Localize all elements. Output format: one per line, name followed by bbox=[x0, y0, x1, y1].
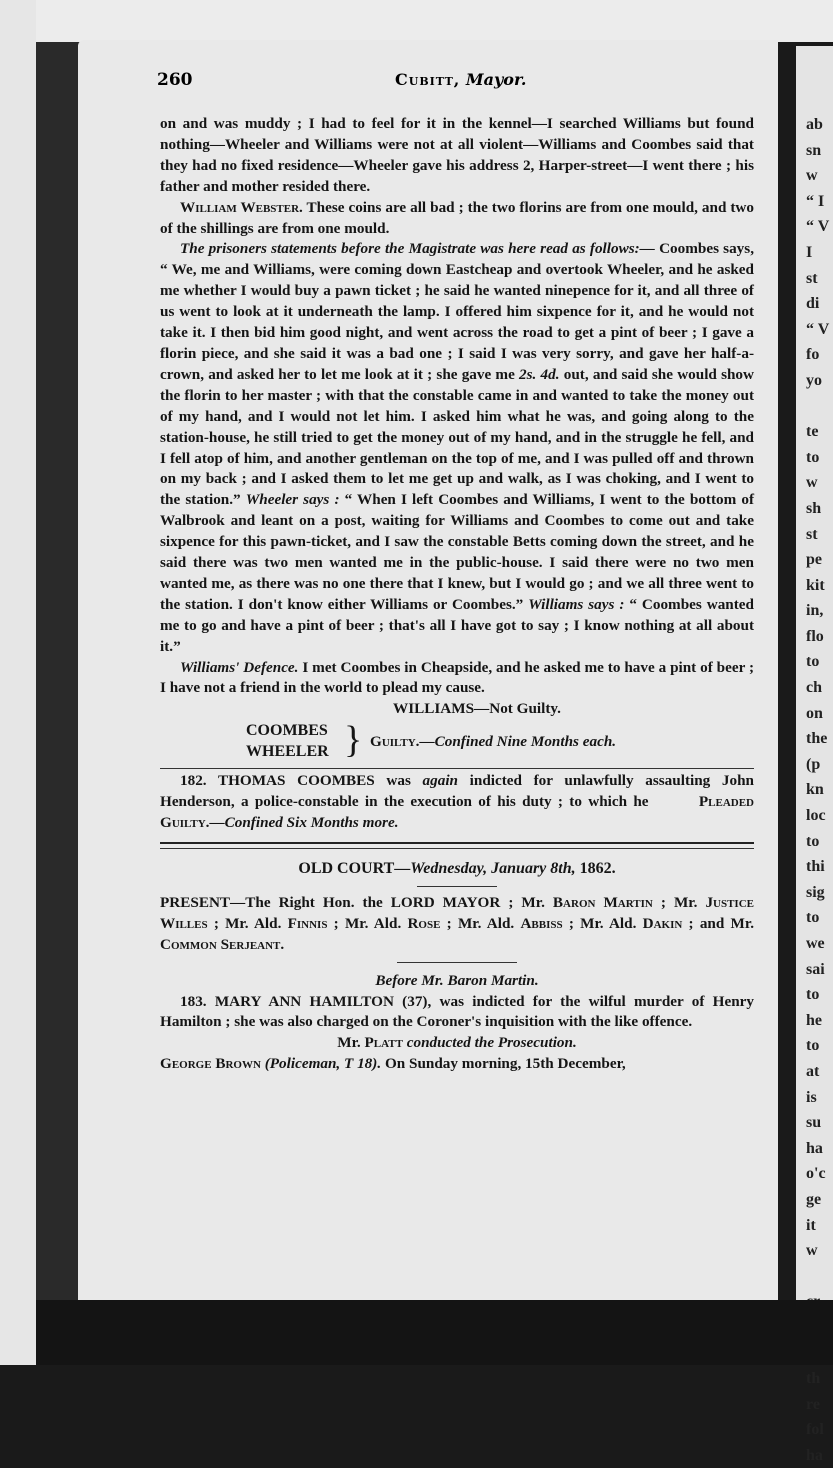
text: on and was muddy ; I had to feel for it in the kennel—I searched Williams but found nothing—Wheeler and Williams were not at all violent—Williams and Coombes said that they had no fixed residence—Wheeler gave his address 2, Harper-street—I went there ; his father and mother resided there. bbox=[160, 115, 754, 195]
paragraph-brown bbox=[160, 1054, 754, 1075]
paragraph-defence bbox=[160, 658, 754, 700]
text: . bbox=[280, 935, 285, 953]
running-title-name: Cubitt, bbox=[395, 70, 461, 89]
text: “ Coombes wanted me to go and have a pint of beer ; that's all I have got to say ; I know nothing at all about it.” bbox=[160, 595, 754, 655]
text: ; and Mr. bbox=[682, 914, 754, 932]
adjacent-page-fragment: ha bbox=[806, 1139, 823, 1157]
guilty: Guilty. bbox=[370, 733, 420, 751]
scan-bottom-margin bbox=[36, 1300, 833, 1365]
paragraph-testimony-end bbox=[160, 114, 754, 198]
adjacent-page-fragment: w bbox=[806, 167, 818, 185]
adjacent-page-fragment: st bbox=[806, 269, 818, 287]
before-judge: Before Mr. Baron Martin. bbox=[375, 971, 539, 989]
paragraph-statements bbox=[160, 239, 754, 657]
money: 2s. 4d. bbox=[519, 365, 560, 383]
adjacent-page-fragment bbox=[796, 394, 833, 420]
italic-note: The prisoners statements before the Magistrate was here read as follows:— bbox=[180, 240, 655, 258]
divider bbox=[160, 768, 754, 769]
text: indicted for unlawfully assaulting John Henderson, a police-constable in the execution of his duty ; to which he bbox=[160, 772, 754, 811]
italic-word: again bbox=[422, 772, 458, 790]
court-heading bbox=[160, 859, 754, 880]
text: “ When I left Coombes and Williams, I went to the bottom of Walbrook and leant on a post, waiting for Williams and Coombes to come out and take sixpence for this pawn-ticket, and I saw the constable Betts coming down the street, and he said there was two men wanted me in the public-house. I said there were no two men wanted me, as there was no one there that I knew, but I would go ; and we all three went to the station. I don't know either Williams or Coombes.” bbox=[160, 491, 755, 613]
italic-note: Williams' Defence. bbox=[180, 658, 299, 676]
adjacent-page-fragment: thi bbox=[806, 858, 825, 876]
verdict-name: WHEELER bbox=[246, 743, 329, 761]
adjacent-page-fragment: th bbox=[806, 1370, 821, 1388]
text: out, and said she would show the florin to her master ; with that the constable came in and wanted to take the money out of my hand, and I would not let him. I asked him what he was, and going along to the station-house, he still tried to get the money out of my hand, and in the struggle he fell, and I fell atop of him, and another gentleman on the top of me, and I was pulled off and thrown on my back ; and I asked them to let me get up and walk, as I was choking, and I went to the station.” bbox=[160, 365, 754, 509]
brace-icon: } bbox=[344, 719, 363, 762]
adjacent-page-fragment: flo bbox=[806, 627, 824, 645]
adjacent-page-fragment: “ V bbox=[806, 218, 830, 236]
adjacent-page-fragment: on bbox=[806, 704, 823, 722]
adjacent-page-fragment: sai bbox=[806, 960, 825, 978]
adjacent-page-fragment: re bbox=[806, 1395, 820, 1413]
adjacent-page-fragment: he bbox=[806, 1011, 822, 1029]
text: These coins are all bad ; the two florins are from one mould, and two of the shillings are from one mould. bbox=[160, 198, 754, 237]
court-year: 1862. bbox=[575, 860, 616, 877]
section-divider bbox=[160, 848, 754, 849]
text: I met Coombes in Cheapside, and he asked me to have a pint of beer ; I have not a friend in the world to plead my cause. bbox=[160, 658, 755, 697]
text: ; Mr. bbox=[652, 893, 706, 911]
adjacent-page-fragment: loc bbox=[806, 807, 826, 825]
adjacent-page-fragment: “ I bbox=[806, 192, 825, 210]
text: 183. MARY ANN HAMILTON (37), was indicted for the wilful murder of Henry Hamilton ; she was also charged on the Coroner's inquisition with the like offence. bbox=[160, 992, 754, 1031]
adjacent-page-fragment: sh bbox=[806, 499, 822, 517]
name: Finnis bbox=[287, 914, 328, 932]
page-body bbox=[160, 114, 754, 1075]
speaker: Wheeler says : bbox=[245, 491, 340, 509]
running-header bbox=[157, 70, 751, 96]
verdict-name: COOMBES bbox=[246, 722, 328, 740]
adjacent-page-fragment: su bbox=[806, 1114, 822, 1132]
adjacent-page-fragment: is bbox=[806, 1088, 817, 1106]
present-list bbox=[160, 893, 754, 956]
sentence: —Confined Six Months more. bbox=[209, 814, 399, 832]
adjacent-page-fragment: fo bbox=[806, 346, 820, 364]
adjacent-page-fragment: to bbox=[806, 909, 820, 927]
adjacent-page-fragment: “ V bbox=[806, 320, 830, 338]
name: Baron Martin bbox=[552, 893, 653, 911]
adjacent-page-fragment: o'c bbox=[806, 1165, 826, 1183]
name: Rose bbox=[407, 914, 441, 932]
text: ; Mr. Ald. bbox=[327, 914, 408, 932]
text: On Sunday morning, 15th December, bbox=[381, 1055, 626, 1073]
adjacent-page-fragment: ge bbox=[806, 1190, 822, 1208]
adjacent-page-fragment: kn bbox=[806, 781, 824, 799]
adjacent-page-fragment: at bbox=[806, 1062, 820, 1080]
short-divider bbox=[417, 886, 497, 887]
adjacent-page-fragment: ab bbox=[806, 116, 823, 133]
adjacent-page-fragment: fol bbox=[806, 1421, 824, 1439]
adjacent-page-fragment: to bbox=[806, 986, 820, 1004]
text: ; Mr. Ald. bbox=[440, 914, 521, 932]
williams-verdict: WILLIAMS—Not Guilty. bbox=[393, 700, 561, 718]
text: Coombes says, “ We, me and Williams, were coming down Eastcheap and overtook Wheeler, and he asked me whether I would buy a pawn ticket ; he said he wanted ninepence for it, and all three of us went to look at it underneath the lamp. I offered him sixpence for it, and he would not take it. I then bid him good night, and went across the road to get a pint of beer ; I gave a florin piece, and she said it was a bad one ; I said I was very sorry, and gave her half-a-crown, and asked her to let me look at it ; she gave me bbox=[160, 240, 754, 383]
speaker: Williams says : bbox=[528, 595, 625, 613]
adjacent-page-fragment: to bbox=[806, 448, 820, 466]
paragraph-webster bbox=[160, 198, 754, 240]
name: Common Serjeant bbox=[160, 935, 281, 953]
adjacent-page-fragment: kit bbox=[806, 576, 825, 594]
court-date: Wednesday, January 8th, bbox=[410, 860, 576, 877]
adjacent-page-fragment: to bbox=[806, 1037, 820, 1055]
adjacent-page-fragment bbox=[796, 1264, 833, 1290]
verdict-block bbox=[160, 720, 754, 766]
court: OLD COURT— bbox=[298, 860, 411, 877]
section-divider bbox=[160, 842, 754, 844]
running-title bbox=[395, 70, 526, 89]
paragraph-183 bbox=[160, 992, 754, 1034]
adjacent-page-fragment: I bbox=[806, 243, 813, 261]
page-number: 260 bbox=[157, 70, 193, 90]
adjacent-page-fragment: sig bbox=[806, 883, 825, 901]
adjacent-page-fragment: w bbox=[806, 1242, 818, 1260]
adjacent-page-fragment: pe bbox=[806, 551, 822, 569]
prosecution-line bbox=[160, 1033, 754, 1054]
witness-name: George Brown bbox=[160, 1055, 261, 1073]
verdict-result bbox=[370, 732, 616, 753]
adjacent-page-fragment: it bbox=[806, 1216, 816, 1234]
text: 182. THOMAS COOMBES was bbox=[180, 772, 423, 790]
book-gutter bbox=[36, 42, 80, 1322]
adjacent-page-fragment: the bbox=[806, 730, 828, 748]
name: Abbiss bbox=[520, 914, 563, 932]
adjacent-page-fragment: in, bbox=[806, 602, 824, 620]
adjacent-page-fragment: te bbox=[806, 423, 819, 441]
adjacent-page-fragment: sn bbox=[806, 141, 822, 159]
adjacent-page-fragment: we bbox=[806, 935, 825, 952]
adjacent-page-edge bbox=[796, 46, 833, 1464]
adjacent-page-fragment: st bbox=[806, 525, 818, 543]
plea: Pleaded Guilty. bbox=[160, 793, 754, 832]
adjacent-page-fragment: w bbox=[806, 474, 818, 492]
text: ; Mr. Ald. bbox=[207, 914, 288, 932]
running-title-role: Mayor. bbox=[465, 70, 527, 89]
adjacent-page-fragment: ha bbox=[806, 1446, 823, 1464]
text: PRESENT—The Right Hon. the LORD MAYOR ; Mr. bbox=[160, 893, 553, 911]
adjacent-page-fragment: ch bbox=[806, 679, 822, 697]
name: Dakin bbox=[642, 914, 683, 932]
text: conducted the Prosecution. bbox=[402, 1034, 577, 1052]
witness-role: (Policeman, T 18). bbox=[260, 1055, 382, 1073]
paragraph-182 bbox=[160, 771, 754, 834]
adjacent-page-fragment: di bbox=[806, 295, 820, 313]
name: Justice Willes bbox=[160, 893, 754, 932]
adjacent-page-fragment: yo bbox=[806, 371, 822, 389]
witness-name: William Webster. bbox=[180, 198, 303, 216]
name: Platt bbox=[364, 1034, 403, 1052]
text: Mr. bbox=[337, 1034, 365, 1052]
adjacent-page-fragment: to bbox=[806, 832, 820, 850]
verdict-names bbox=[246, 720, 329, 762]
scan-left-margin bbox=[0, 0, 36, 1365]
short-divider bbox=[397, 962, 517, 963]
scan-top-margin bbox=[0, 0, 833, 42]
adjacent-page-fragment: (p bbox=[806, 755, 821, 773]
adjacent-page-fragment: to bbox=[806, 653, 820, 671]
sentence: —Confined Nine Months each. bbox=[419, 733, 617, 751]
text: ; Mr. Ald. bbox=[562, 914, 643, 932]
